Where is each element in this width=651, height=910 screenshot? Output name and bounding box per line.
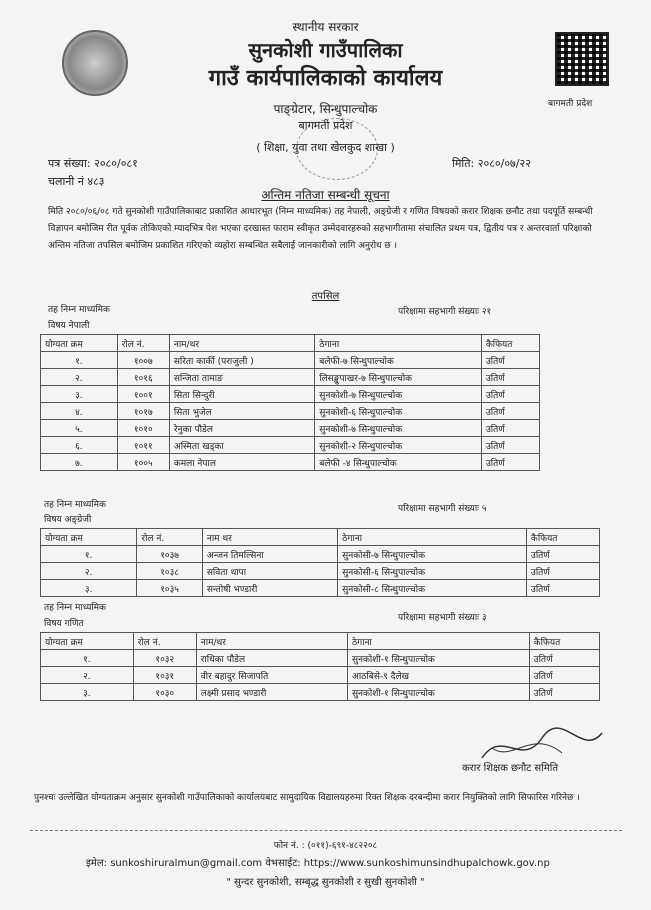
table-cell: १०११ [117, 437, 169, 454]
table-cell: सुनकोशी-७ सिन्धुपाल्चोक [315, 386, 482, 403]
table-cell: १०३५ [137, 580, 202, 597]
table-cell: उतिर्ण [529, 667, 599, 684]
table-cell: सुनकोशी-२ सिन्धुपाल्चोक [315, 437, 482, 454]
table-cell: १०१० [117, 420, 169, 437]
table-header-row [41, 529, 600, 546]
header-province: बागमती प्रदेश [298, 119, 353, 132]
section-level: तह निम्न माध्यमिक [44, 500, 106, 510]
header-office: गाउँ कार्यपालिकाको कार्यालय [208, 66, 443, 91]
table-cell: वीर बहादुर सिजापति [196, 667, 347, 684]
table-cell: १०३१ [133, 667, 196, 684]
table-row [41, 546, 600, 563]
table-cell: १. [41, 546, 137, 563]
table-cell: सरिता कार्की (पराजुली ) [169, 352, 314, 369]
table-cell: उतिर्ण [481, 420, 539, 437]
table-cell: उतिर्ण [526, 580, 599, 597]
table-cell: उतिर्ण [526, 546, 599, 563]
table-header-cell: नाम/थर [169, 335, 314, 352]
table-cell: लक्ष्मी प्रसाद भण्डारी [196, 684, 347, 701]
table-row [41, 437, 540, 454]
table-cell: १०३८ [137, 563, 202, 580]
table-cell: उतिर्ण [481, 386, 539, 403]
table-row [41, 420, 540, 437]
table-cell: २. [41, 369, 118, 386]
table-row [41, 667, 600, 684]
table-header-cell: योग्यता क्रम [41, 633, 134, 650]
postscript: पुनश्चः उल्लेखित योग्यताक्रम अनुसार सुनकोशी गाउँपालिकाको कार्यालयबाट सामुदायिक विद्यालयहरुमा रिक्त शिक्षक दरबन्दीमा करार नियुक्तिको लागि सिफारिस गरिनेछ । [34, 793, 580, 803]
table-row [41, 580, 600, 597]
table-cell: १००७ [117, 352, 169, 369]
header-section: ( शिक्षा, युवा तथा खेलकुद शाखा ) [256, 141, 395, 154]
table-row [41, 403, 540, 420]
table-cell: उतिर्ण [529, 650, 599, 667]
table-row [41, 684, 600, 701]
table-cell: सुनकोशी-१ सिन्धुपाल्चोक [347, 684, 529, 701]
table-header-cell: कैफियत [481, 335, 539, 352]
section-level: तह निम्न माध्यमिक [44, 603, 106, 613]
committee-title: करार शिक्षक छनौट समिति [462, 763, 559, 774]
table-header-cell: रोल नं. [133, 633, 196, 650]
table-cell: अस्मिता खड्का [169, 437, 314, 454]
table-cell: १०१६ [117, 369, 169, 386]
table-cell: सिता भुजेल [169, 403, 314, 420]
table-cell: ७. [41, 454, 118, 471]
table-cell: उतिर्ण [529, 684, 599, 701]
table-cell: ३. [41, 684, 134, 701]
table-cell: १००५ [117, 454, 169, 471]
table-cell: ५. [41, 420, 118, 437]
table-cell: बलेफी-७ सिन्धुपाल्चोक [315, 352, 482, 369]
table-cell: रेनुका पौडेल [169, 420, 314, 437]
header-municipality: सुनकोशी गाउँपालिका [248, 38, 403, 62]
table-cell: उतिर्ण [481, 352, 539, 369]
table-cell: उतिर्ण [481, 403, 539, 420]
header-address: पाङ्ग्रेटार, सिन्धुपाल्चोक [273, 102, 378, 116]
table-cell: सुनकोसी-८ सिन्धुपाल्चोक [338, 580, 527, 597]
table-row [41, 386, 540, 403]
section-subject: विषय नेपाली [48, 321, 90, 331]
table-header-cell: नाम थर [202, 529, 337, 546]
table-cell: सिता सिन्दुरी [169, 386, 314, 403]
table-cell: १०३७ [137, 546, 202, 563]
table-cell: ३. [41, 386, 118, 403]
table-header-cell: योग्यता क्रम [41, 335, 118, 352]
table-cell: सुनकोशी-१ सिन्धुपाल्चोक [347, 650, 529, 667]
section-level: तह निम्न माध्यमिक [48, 305, 110, 315]
table-cell: अन्जन तिमल्सिना [202, 546, 337, 563]
table-cell: सन्जिता तामाङ [169, 369, 314, 386]
table-cell: १०१७ [117, 403, 169, 420]
table-cell: सुनकोसी-७ सिन्धुपाल्चोक [338, 546, 527, 563]
table-cell: सन्तोषी भण्डारी [202, 580, 337, 597]
table-cell: आठबिसे-९ दैलेख [347, 667, 529, 684]
table-row [41, 454, 540, 471]
table-cell: ३. [41, 580, 137, 597]
table-cell: १. [41, 650, 134, 667]
table-header-cell: ठेगाना [338, 529, 527, 546]
table-cell: १०३२ [133, 650, 196, 667]
table-cell: राधिका पौडेल [196, 650, 347, 667]
notice-paragraph: मिति २०८०/०६/०८ गते सुनकोशी गाउँपालिकाबाट प्रकाशित आधारभूत (निम्न माध्यमिक) तह नेपाली, अङ्ग्रेजी र गणित विषयको करार शिक्षक छनौट तथा पदपूर्ति सम्बन्धी विज्ञापन बमोजिम रीत पूर्वक तोकिएको म्यादभित्र पेश भएका दरखास्त फाराम स्वीकृत उम्मेदवारहरुको सहभागीतामा संचालित प्रथम पत्र, द्वितीय पत्र र अन्तरवार्ता परिक्षाको अन्तिम नतिजा तपसिल बमोजिम प्रकाशित गरिएको व्यहोरा सम्बन्धित सबैलाई जानकारीको लागि अनुरोध छ । [48, 207, 593, 251]
table-header-cell: कैफियत [526, 529, 599, 546]
table-cell: लिसङ्खुपाखर-७ सिन्धुपाल्चोक [315, 369, 482, 386]
table-cell: उतिर्ण [526, 563, 599, 580]
table-header-row [41, 335, 540, 352]
table-cell: १०३० [133, 684, 196, 701]
table-header-cell: योग्यता क्रम [41, 529, 137, 546]
table-cell: १. [41, 352, 118, 369]
section-participants: परिक्षामा सहभागी संख्याः ३ [398, 613, 487, 623]
footer-slogan: " सुन्दर सुनकोशी, सम्बृद्ध सुनकोशी र सुखी सुनकोशी " [226, 877, 425, 888]
table-cell: उतिर्ण [481, 437, 539, 454]
letter-number: पत्र संख्या: २०८०/०८१ [48, 157, 138, 170]
results-table-math [40, 632, 600, 701]
results-table-nepali [40, 334, 540, 471]
footer-phone: फोन नं. : (०११)-६९१-४८२२०८ [273, 841, 378, 851]
office-stamp-icon [296, 118, 378, 180]
table-row [41, 369, 540, 386]
dispatch-number: चलानी नं ४८३ [48, 175, 105, 188]
table-cell: सविता थापा [202, 563, 337, 580]
section-participants: परिक्षामा सहभागी संख्याः २१ [398, 307, 492, 317]
qr-code-icon [555, 32, 609, 86]
table-header-cell: रोल नं. [137, 529, 202, 546]
table-cell: उतिर्ण [481, 454, 539, 471]
table-header-cell: नाम/थर [196, 633, 347, 650]
section-participants: परिक्षामा सहभागी संख्याः ५ [398, 504, 487, 514]
results-table-english [40, 528, 600, 597]
qr-label: बागमती प्रदेश [548, 99, 593, 109]
table-cell: उतिर्ण [481, 369, 539, 386]
table-cell: सुनकोशी-७ सिन्धुपाल्चोक [315, 420, 482, 437]
table-cell: सुनकोसी-६ सिन्धुपाल्चोक [338, 563, 527, 580]
table-cell: १००१ [117, 386, 169, 403]
table-header-cell: ठेगाना [315, 335, 482, 352]
table-row [41, 563, 600, 580]
table-row [41, 650, 600, 667]
table-cell: ६. [41, 437, 118, 454]
table-header-cell: रोल नं. [117, 335, 169, 352]
table-cell: २. [41, 667, 134, 684]
table-cell: २. [41, 563, 137, 580]
table-header-row [41, 633, 600, 650]
header-local-govt: स्थानीय सरकार [292, 20, 359, 34]
section-subject: विषय अङ्ग्रेजी [44, 515, 92, 525]
table-cell: कमला नेपाल [169, 454, 314, 471]
table-cell: बलेफी -४ सिन्धुपाल्चोक [315, 454, 482, 471]
table-row [41, 352, 540, 369]
tapasil-heading: तपसिल [311, 291, 340, 302]
footer-divider [30, 830, 622, 831]
table-header-cell: कैफियत [529, 633, 599, 650]
table-cell: सुनकोशी-६ सिन्धुपाल्चोक [315, 403, 482, 420]
table-header-cell: ठेगाना [347, 633, 529, 650]
table-cell: ४. [41, 403, 118, 420]
letter-date: मिति: २०८०/०७/२२ [452, 157, 531, 170]
footer-email-website: इमेल: sunkoshiruralmun@gmail.com वेभसाईट: https://www.sunkoshimunsindhupalchowk.gov.np [86, 858, 550, 869]
section-subject: विषय गणित [44, 619, 84, 629]
notice-title: अन्तिम नतिजा सम्बन्धी सूचना [261, 188, 390, 202]
